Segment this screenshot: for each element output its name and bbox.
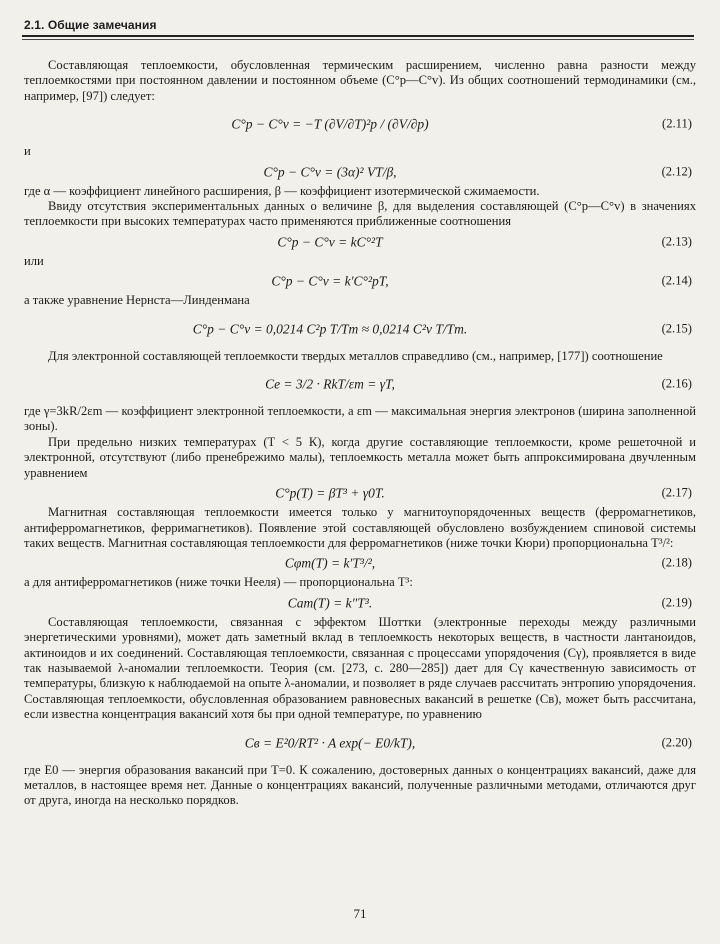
paragraph: а для антиферромагнетиков (ниже точки Нееля) — пропорциональна T³: [24, 575, 413, 590]
equation-formula: Cφm(T) = k′T³/², [284, 555, 376, 571]
equation-2-14 [24, 270, 696, 292]
equation-formula: C°p − C°v = k′C°²pT, [271, 273, 389, 289]
equation-number: (2.20) [661, 734, 692, 749]
equation-number: (2.11) [662, 116, 692, 131]
paragraph: где γ=3kR/2εm — коэффициент электронной теплоемкости, а εm — максимальная энергия электронов (ширина заполненной зоны). [24, 404, 696, 434]
paragraph: Ввиду отсутствия экспериментальных данных о величине β, для выделения составляющей (C°p—C°v) в значениях теплоемкости при высоких температурах часто применяются приближенные соотношения [24, 199, 696, 229]
equation-number: (2.18) [661, 555, 692, 570]
equation-formula: C°p − C°v = 0,0214 C²p T/Tm ≈ 0,0214 C²v T/Tm. [192, 320, 468, 336]
paragraph: где α — коэффициент линейного расширения, β — коэффициент изотермической сжимаемости. [24, 183, 540, 198]
equation-formula: Cam(T) = k″T³. [287, 595, 373, 611]
paragraph: где E0 — энергия образования вакансий при T=0. К сожалению, достоверных данных о концентрациях вакансий, даже для металлов, в настоящее время нет. Данные о концентрациях вакансий, полученные различными методами, отличаются друг от друга, иногда на несколько порядков. [24, 762, 696, 808]
equation-2-20 [24, 726, 696, 760]
paragraph: Магнитная составляющая теплоемкости имеется только у магнитоупорядоченных веществ (ферромагнетиков, антиферромагнетиков, ферримагнетиков). Появление этой составляющей обусловлено возбуждением спиновой системы таких веществ. Магнитная составляющая теплоемкости для ферромагнетиков (ниже точки Кюри) пропорциональна T³/²: [24, 505, 696, 550]
equation-number: (2.19) [661, 595, 692, 610]
equation-2-12 [24, 161, 696, 183]
equation-2-17 [24, 482, 696, 504]
equation-formula: C°p − C°v = −T (∂V/∂T)²p / (∂V/∂p) [231, 116, 429, 132]
equation-formula: C°p(T) = βT³ + γ0T. [275, 485, 385, 501]
equation-2-19 [24, 592, 696, 614]
paragraph: а также уравнение Нернста—Линденмана [24, 293, 250, 308]
section-running-head: 2.1. Общие замечания [24, 18, 157, 32]
equation-formula: C°p − C°v = kC°²T [277, 234, 383, 250]
page-body [24, 58, 696, 809]
equation-formula: C°p − C°v = (3α)² VT/β, [263, 163, 397, 179]
equation-number: (2.15) [661, 320, 692, 335]
equation-number: (2.13) [661, 234, 692, 249]
page-number: 71 [353, 906, 367, 921]
header-rule [22, 35, 694, 37]
paragraph: Составляющая теплоемкости, связанная с эффектом Шоттки (электронные переходы между различными энергетическими уровнями), может дать заметный вклад в теплоемкость некоторых веществ, в частности лантаноидов, актиноидов и их соединений. Составляющая теплоемкости, связанная с процессами упорядочения (Cγ), проявляется в виде так называемой λ-аномалии теплоемкости. Теория (см. [273, с. 280—285]) дает для Cγ качественную зависимость от температуры, близкую к наблюдаемой на опыте λ-аномалии, и позволяет в ряде случаев рассчитать энтропию упорядочения. Составляющая теплоемкости, обусловленная образованием равновесных вакансий в решетке (Cв), может быть рассчитана, если известна концентрация вакансий хотя бы при одной температуре, по уравнению [24, 614, 696, 722]
equation-2-13 [24, 231, 696, 253]
equation-number: (2.17) [661, 485, 692, 500]
equation-formula: Ce = 3/2 · RkT/εm = γT, [265, 376, 395, 392]
equation-formula: Cв = E²0/RT² · A exp(− E0/kT), [244, 734, 416, 750]
equation-2-18 [24, 552, 696, 574]
equation-number: (2.14) [661, 273, 692, 288]
equation-2-15 [24, 312, 696, 346]
equation-number: (2.16) [661, 376, 692, 391]
paragraph: Для электронной составляющей теплоемкости твердых металлов справедливо (см., например, [177]) соотношение [48, 348, 663, 363]
equation-number: (2.12) [661, 163, 692, 178]
equation-2-11 [24, 107, 696, 141]
connector-word: или [24, 253, 44, 268]
header-rule-thin [22, 39, 694, 40]
paragraph: При предельно низких температурах (T < 5 К), когда другие составляющие теплоемкости, кроме решеточной и электронной, отсутствуют (либо пренебрежимо малы), теплоемкость металла может быть аппроксимирована двучленным уравнением [24, 434, 696, 480]
equation-2-16 [24, 367, 696, 401]
connector-word: и [24, 144, 31, 159]
paragraph: Составляющая теплоемкости, обусловленная термическим расширением, численно равна разности между теплоемкостями при постоянном давлении и постоянном объеме (C°p—C°v). Из общих соотношений термодинамики (см., например, [97]) следует: [24, 58, 696, 103]
